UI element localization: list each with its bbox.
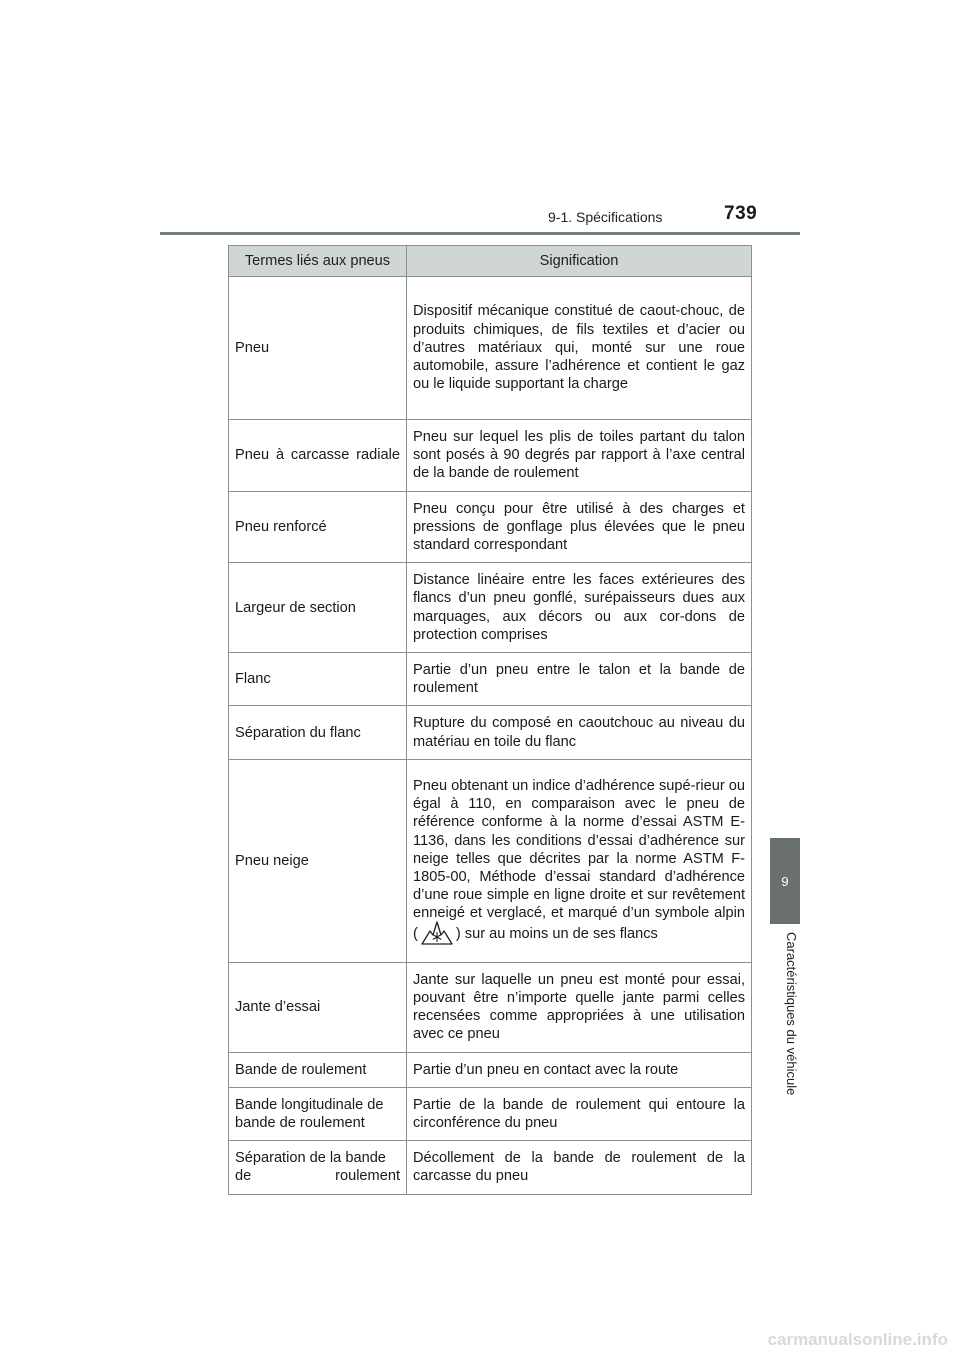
term-cell: Flanc	[229, 653, 407, 706]
column-header-meaning: Signification	[407, 246, 752, 277]
table-header-row	[229, 246, 752, 277]
term-cell: Bande de roulement	[229, 1052, 407, 1087]
tire-terms-table	[228, 245, 752, 1195]
definition-text-tail: alpin ( ) sur au moins un de ses flancs	[413, 905, 745, 941]
three-peak-mountain-snowflake-icon	[420, 919, 454, 945]
term-cell: Séparation de la bande de roulement	[229, 1141, 407, 1194]
table-row	[229, 277, 752, 420]
definition-cell	[407, 759, 752, 962]
definition-cell: Partie d’un pneu en contact avec la route	[407, 1052, 752, 1087]
term-cell: Largeur de section	[229, 563, 407, 653]
section-title: 9-1. Spécifications	[548, 209, 663, 225]
header-divider	[160, 232, 800, 235]
term-cell: Pneu à carcasse radiale	[229, 420, 407, 492]
definition-cell: Partie d’un pneu entre le talon et la bande de roulement	[407, 653, 752, 706]
term-cell: Bande longitudinale de bande de roulement	[229, 1087, 407, 1140]
definition-cell: Pneu sur lequel les plis de toiles partant du talon sont posés à 90 degrés par rapport à l’axe central de la bande de roulement	[407, 420, 752, 492]
table-row	[229, 1141, 752, 1194]
chapter-tab	[770, 838, 800, 924]
column-header-terms: Termes liés aux pneus	[229, 246, 407, 277]
definition-cell: Rupture du composé en caoutchouc au niveau du matériau en toile du flanc	[407, 706, 752, 759]
term-cell: Séparation du flanc	[229, 706, 407, 759]
chapter-title: Caractéristiques du véhicule	[784, 932, 799, 1096]
table-row	[229, 706, 752, 759]
table-row	[229, 653, 752, 706]
definition-cell: Décollement de la bande de roulement de la carcasse du pneu	[407, 1141, 752, 1194]
watermark: carmanualsonline.info	[767, 1330, 948, 1349]
term-cell: Pneu	[229, 277, 407, 420]
term-cell: Jante d’essai	[229, 962, 407, 1052]
table-row	[229, 491, 752, 563]
term-cell: Pneu renforcé	[229, 491, 407, 563]
definition-cell: Dispositif mécanique constitué de caout-chouc, de produits chimiques, de fils textiles et d’acier ou d’autres matériaux qui, monté sur une roue automobile, assure l’adhérence et contient le gaz ou le liquide supportant la charge	[407, 277, 752, 420]
table-row	[229, 962, 752, 1052]
definition-cell: Pneu conçu pour être utilisé à des charges et pressions de gonflage plus élevées que le pneu standard correspondant	[407, 491, 752, 563]
definition-cell: Partie de la bande de roulement qui entoure la circonférence du pneu	[407, 1087, 752, 1140]
definition-cell: Distance linéaire entre les faces extérieures des flancs d’un pneu gonflé, surépaisseurs dues aux marquages, aux décors ou aux cor-dons de protection comprises	[407, 563, 752, 653]
definition-cell: Jante sur laquelle un pneu est monté pour essai, pouvant être n’importe quelle jante parmi celles recensées comme appropriées à une utilisation avec ce pneu	[407, 962, 752, 1052]
table-row	[229, 759, 752, 962]
table-row	[229, 420, 752, 492]
table-row	[229, 563, 752, 653]
table-row	[229, 1087, 752, 1140]
page-number: 739	[724, 203, 758, 224]
table-row	[229, 1052, 752, 1087]
definition-text: Pneu obtenant un indice d’adhérence supé-rieur ou égal à 110, en comparaison avec le pneu de référence conforme à la norme d’essai ASTM E-1136, dans les conditions d’essai d’adhérence sur neige telles que décrites par la norme ASTM F-1805-00, Méthode d’essai standard d’adhérence d’une roue simple en ligne droite et sur revêtement enneigé et verglacé, et marqué d’un symbole	[413, 778, 745, 922]
term-cell: Pneu neige	[229, 759, 407, 962]
chapter-number: 9	[781, 873, 789, 889]
